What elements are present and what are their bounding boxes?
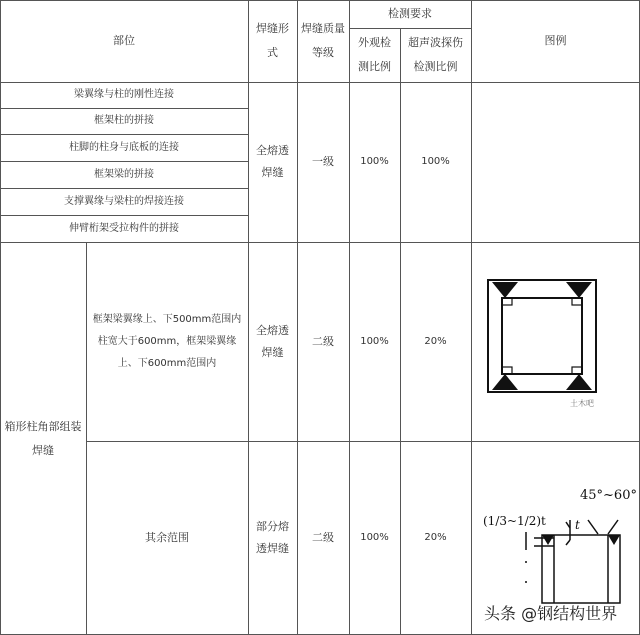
group2-row1-position: 框架梁翼缘上、下500mm范围内柱宽大于600mm，框架梁翼缘上、下600mm范围内	[92, 313, 242, 369]
group2-row2-ultrasonic: 20%	[424, 532, 447, 543]
ratio-label: (1/3~1/2)t	[483, 514, 546, 528]
group1-item-5: 支撑翼缘与梁柱的焊接连接	[64, 195, 184, 207]
group2-row1-ultrasonic: 20%	[424, 335, 447, 347]
group1-weld-form: 全熔透焊缝	[256, 144, 289, 179]
partial-penetration-figure	[520, 500, 635, 610]
group2-row2-position: 其余范围	[145, 531, 189, 544]
group1-item-2: 框架柱的拼接	[94, 115, 154, 126]
group1-item-6: 伸臂桁架受拉构件的拼接	[69, 222, 179, 234]
group2-row2-grade: 二级	[312, 531, 334, 544]
header-weld-form: 焊缝形式	[256, 22, 289, 59]
group1-item-1: 梁翼缘与柱的刚性连接	[74, 89, 174, 100]
group2-row1-visual: 100%	[360, 335, 389, 347]
header-figure: 图例	[544, 34, 567, 47]
header-inspection: 检测要求	[388, 7, 432, 20]
group2-row2-visual: 100%	[360, 532, 389, 543]
group2-row2-weld-form: 部分熔透焊缝	[256, 520, 289, 555]
group2-row1-grade: 二级	[312, 334, 334, 348]
group2-row1-weld-form: 全熔透焊缝	[256, 323, 289, 359]
watermark	[484, 601, 617, 624]
group2-label: 箱形柱角部组装焊缝	[4, 419, 82, 457]
angle-label: 45°~60°	[580, 488, 637, 503]
group1-grade: 一级	[312, 155, 334, 168]
figure-watermark: 土木吧	[570, 399, 594, 408]
box-column-full-penetration-figure	[480, 272, 605, 402]
header-visual: 外观检测比例	[358, 36, 391, 73]
group1-ultrasonic: 100%	[421, 156, 450, 167]
header-position: 部位	[113, 34, 135, 47]
t-label: t	[575, 518, 580, 532]
group1-item-4: 框架梁的拼接	[94, 168, 154, 180]
header-ultrasonic: 超声波探伤检测比例	[408, 36, 463, 73]
group1-item-3: 柱脚的柱身与底板的连接	[69, 141, 179, 153]
group1-visual: 100%	[360, 156, 389, 167]
header-weld-grade: 焊缝质量等级	[301, 22, 345, 59]
watermark-text: 头条 @钢结构世界	[484, 604, 618, 623]
